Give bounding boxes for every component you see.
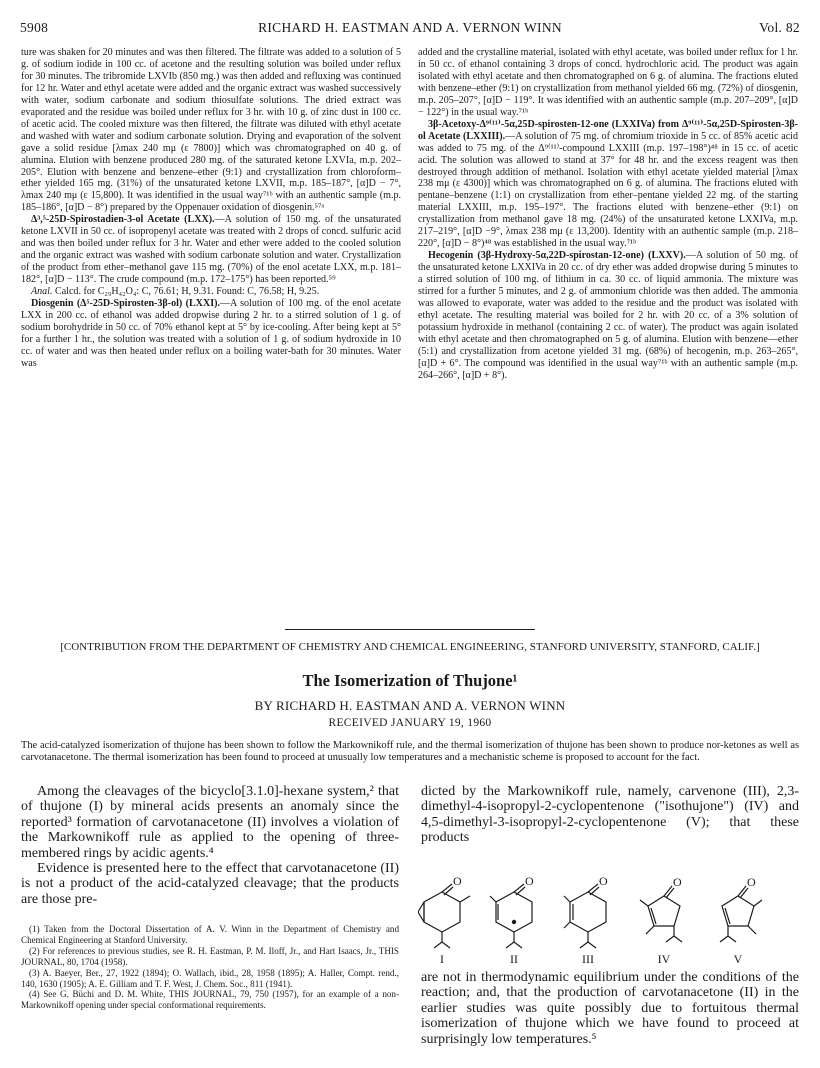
structure-V — [720, 876, 762, 942]
volume-number: Vol. 82 — [759, 20, 800, 35]
running-head-authors: RICHARD H. EASTMAN AND A. VERNON WINN — [258, 20, 562, 35]
article-title: The Isomerization of Thujone¹ — [302, 671, 518, 690]
body-right-column-bottom: are not in thermodynamic equilibrium under the conditions of the reaction; and, that the production of carvotanacetone (II) in the earlier studies was quite possibly due to fortuitous thermal isomerization of thujone which we have found to proceed at surprisingly low temperatures.⁵ — [421, 970, 799, 1047]
ketone-oxygen-label: O — [747, 876, 756, 889]
ketone-oxygen-label: O — [673, 876, 682, 889]
upper-left-column — [21, 47, 401, 370]
structure-label: III — [582, 952, 594, 966]
subsection-heading: Hecogenin (3β-Hydroxy-5α,22D-spirostan-12-one) (LXXV). — [428, 250, 686, 262]
footnote: (4) See G. Büchi and D. M. White, THIS JOURNAL, 79, 750 (1957), for an example of a non-Markownikoff opening under special conformational requirements. — [21, 989, 399, 1011]
paragraph — [21, 286, 401, 298]
footnote: (1) Taken from the Doctoral Dissertation of A. V. Winn in the Department of Chemistry and Chemical Engineering at Stanford University. — [21, 924, 399, 945]
body-right-column-top: dicted by the Markownikoff rule, namely, carvenone (III), 2,3-dimethyl-4-isopropyl-2-cyclopentenone ("isothujone") (IV) and 4,5-dimethyl-3-isopropyl-2-cyclopentenone (V); that these products — [421, 784, 799, 846]
paragraph-text: —A solution of 150 mg. of the unsaturated ketone LXVII in 50 cc. of isopropenyl acetate was treated with 2 drops of concd. sulfuric acid and was then boiled under reflux for 3 hr. Water and ether were added to the cooled solution and the organic extract was washed with sodium carbonate solution and water. Crystallization of the product from ether–methanol gave 115 mg. (70%) of the enol acetate LXX, m.p. 181–182°, [α]D − 113°. The crude compound (m.p. 172–175°) has been reported.⁵⁹ — [21, 214, 401, 286]
subsection-heading: Diosgenin (Δ⁵-25D-Spirosten-3β-ol) (LXXI). — [31, 298, 220, 310]
paragraph-text: —A solution of 100 mg. of the enol acetate LXX in 200 cc. of ethanol was added dropwise during 2 hr. to a stirred solution of 1 g. of sodium borohydride in 50 cc. of 70% ethanol kept at 5° by ice-cooling. After being kept at 5° for a further 1 hr., the solution was treated with a solution of 1 g. of sodium hydroxide in 10 cc. of water and was then heated under reflux on a boiling water-bath for 30 minutes. Water was — [21, 298, 401, 369]
ketone-oxygen-label: O — [525, 876, 534, 888]
abstract: The acid-catalyzed isomerization of thujone has been shown to follow the Markownikoff rule, and the thermal isomerization of thujone has been shown to produce nor-ketones as well as carvotanacetone. The thermal isomerization has been found to proceed at unusually low temperatures and a mechanistic scheme is proposed to account for the fact. — [21, 740, 799, 763]
running-head — [20, 20, 800, 42]
section-divider — [285, 629, 535, 630]
structure-label: I — [440, 952, 444, 966]
paragraph: ture was shaken for 20 minutes and was then filtered. The filtrate was added to a solution of 5 g. of sodium iodide in 100 cc. of acetone and the resulting solution was boiled under reflux for 30 minutes. The tribromide LXVIb (850 mg.) was then added and refluxing was continued for 12 hr. Water and ethyl acetate were added and the organic extract was washed successively with water, sodium carbonate and sodium thiosulfate solutions. The dried extract was evaporated and the residue was boiled under reflux for 3 hr. with 10 g. of zinc dust in 100 cc. of acetic acid. The cooled mixture was then filtered, the filtrate was diluted with ethyl acetate and washed with water and sodium carbonate solution. Drying and evaporation of the solvent gave a solid residue [λmax 240 mμ (ε 7800)] which was chromatographed on 40 g. of alumina. Elution with benzene produced 280 mg. of the saturated ketone LXVIa, m.p. 202–205°. Elution with benzene and benzene–ether (9:1) and crystallization from chloroform–ether yielded 165 mg. (31%) of the unsaturated ketone LXVII, m.p. 185–187°, [α]D − 7°, λmax 240 mμ (ε 15,800). It was identified in the usual way⁷¹ᵇ with an authentic sample (m.p. 185–186°, [α]D − 8°) prepared by the Oppenauer oxidation of diosgenin.⁵⁷ᵃ — [21, 47, 401, 214]
ketone-oxygen-label: O — [453, 876, 462, 888]
paragraph — [418, 250, 798, 381]
received-date: RECEIVED JANUARY 19, 1960 — [328, 717, 492, 729]
structure-II — [490, 876, 534, 948]
structure-I — [418, 876, 470, 948]
analysis-label: Anal. — [31, 286, 53, 298]
ketone-oxygen-label: O — [599, 876, 608, 888]
paragraph-text: —A solution of 75 mg. of chromium trioxide in 5 cc. of 85% acetic acid was added to 75 mg. of the Δ⁹⁽¹¹⁾-compound LXXIII (m.p. 197–198°)⁴⁸ in 15 cc. of acetic acid. The solution was allowed to stand at 37° for 48 hr. and the excess reagent was then destroyed through addition of methanol. Isolation with ethyl acetate yielded material [λmax 238 mμ (ε 4300)] which was chromatographed on 6 g. of alumina. The fractions eluted with pentane–benzene (1:1) on crystallization from ether–pentane yielded 22 mg. of the starting material LXXIII, m.p. 195–197°. The fractions eluted with benzene–ether (9:1) on crystallization from methanol gave 18 mg. (24%) of the unsaturated ketone LXXIVa, m.p. 217–219°, [α]D −9°, λmax 238 mμ (ε 13,200). Identity with an authentic sample (m.p. 218–220°, [α]D − 8°)⁴⁸ was established in the usual way.⁷¹ᵇ — [418, 130, 798, 250]
paragraph: Among the cleavages of the bicyclo[3.1.0]-hexane system,² that of thujone (I) by mineral acids presents an anomaly since the reported³ formation of carvotanacetone (II) involves a violation of the Markownikoff rule as applied to the opening of three-membered rings by acidic agents.⁴ — [21, 784, 399, 861]
chemical-structures — [418, 876, 800, 952]
paragraph — [418, 119, 798, 250]
footnote: (3) A. Baeyer, Ber., 27, 1922 (1894); O. Wallach, ibid., 28, 1958 (1895); A. Haller, Compt. rend., 140, 1630 (1905); A. E. Gilliam and T. F. West, J. Chem. Soc., 811 (1941). — [21, 967, 399, 989]
subsection-heading: Δ³,⁵-25D-Spirostadien-3-ol Acetate (LXX). — [31, 214, 215, 226]
structure-III — [564, 876, 608, 948]
paragraph: Evidence is presented here to the effect that carvotanacetone (II) is not a product of the acid-catalyzed cleavage; that the products are those pre- — [21, 861, 399, 907]
paragraph — [21, 298, 401, 370]
paragraph — [21, 214, 401, 286]
footnote: (2) For references to previous studies, see R. H. Eastman, P. M. Iloff, Jr., and Hart Isaacs, Jr., THIS JOURNAL, 80, 1704 (1958). — [21, 945, 399, 967]
subsection-heading: 3β-Acetoxy-Δ⁹⁽¹¹⁾-5α,25D-spirosten-12-one (LXXIVa) from Δ⁹⁽¹¹⁾-5α,25D-Spirosten-3β-ol Acetate (LXXIII). — [418, 118, 798, 142]
paragraph-text: Calcd. for C₂₉H₄₂O₄: C, 76.61; H, 9.31. Found: C, 76.58; H, 9.25. — [52, 286, 320, 298]
page-number: 5908 — [20, 20, 49, 35]
paragraph-text: —A solution of 50 mg. of the unsaturated ketone LXXIVa in 20 cc. of dry ether was added dropwise during 5 minutes to a stirred solution of 100 mg. of lithium in ca. 30 cc. of liquid ammonia. The mixture was stirred for a further 5 minutes, and 2 g. of ammonium chloride was then added. The ammonia was allowed to evaporate, water was added to the residue and the product was isolated with ethyl acetate. The resulting material was boiled for 2 hr. with 20 cc. of a 3% solution of potassium hydroxide in methanol (containing 2 cc. of water). The product was again isolated with ethyl acetate and then chromatographed on 5 g. of alumina. Elution with benzene—ether (5:1) and crystallization from acetone yielded 31 mg. (68%) of hecogenin, m.p. 263–265°, [α]D + 6°. The compound was identified in the usual way⁷¹ᵇ with an authentic sample (m.p. 264–266°, [α]D + 8°). — [418, 250, 798, 381]
body-left-column — [21, 784, 399, 907]
structure-IV — [640, 876, 682, 942]
upper-right-column — [418, 47, 798, 382]
paragraph: added and the crystalline material, isolated with ethyl acetate, was boiled under reflux for 1 hr. in 50 cc. of ethanol containing 3 drops of concd. hydrochloric acid. The product was again isolated with ethyl acetate and then chromatographed on 6 g. of alumina. The fractions eluted with benzene–ether (9:1) on crystallization from methanol yielded 66 mg. (72%) of diosgenin, m.p. 205–207°, [α]D − 119°. It was identified with an authentic sample (m.p. 207–209°, [α]D − 122°) in the usual way.⁷¹ᵇ — [418, 47, 798, 118]
contribution-line: [CONTRIBUTION FROM THE DEPARTMENT OF CHEMISTRY AND CHEMICAL ENGINEERING, STANFORD UNIVERSITY, STANFORD, CALIF.] — [60, 641, 760, 653]
structure-label: V — [733, 952, 743, 966]
structure-label: IV — [657, 952, 671, 966]
footnotes — [21, 924, 399, 1011]
byline: BY RICHARD H. EASTMAN AND A. VERNON WINN — [254, 698, 566, 713]
structure-label: II — [510, 952, 518, 966]
